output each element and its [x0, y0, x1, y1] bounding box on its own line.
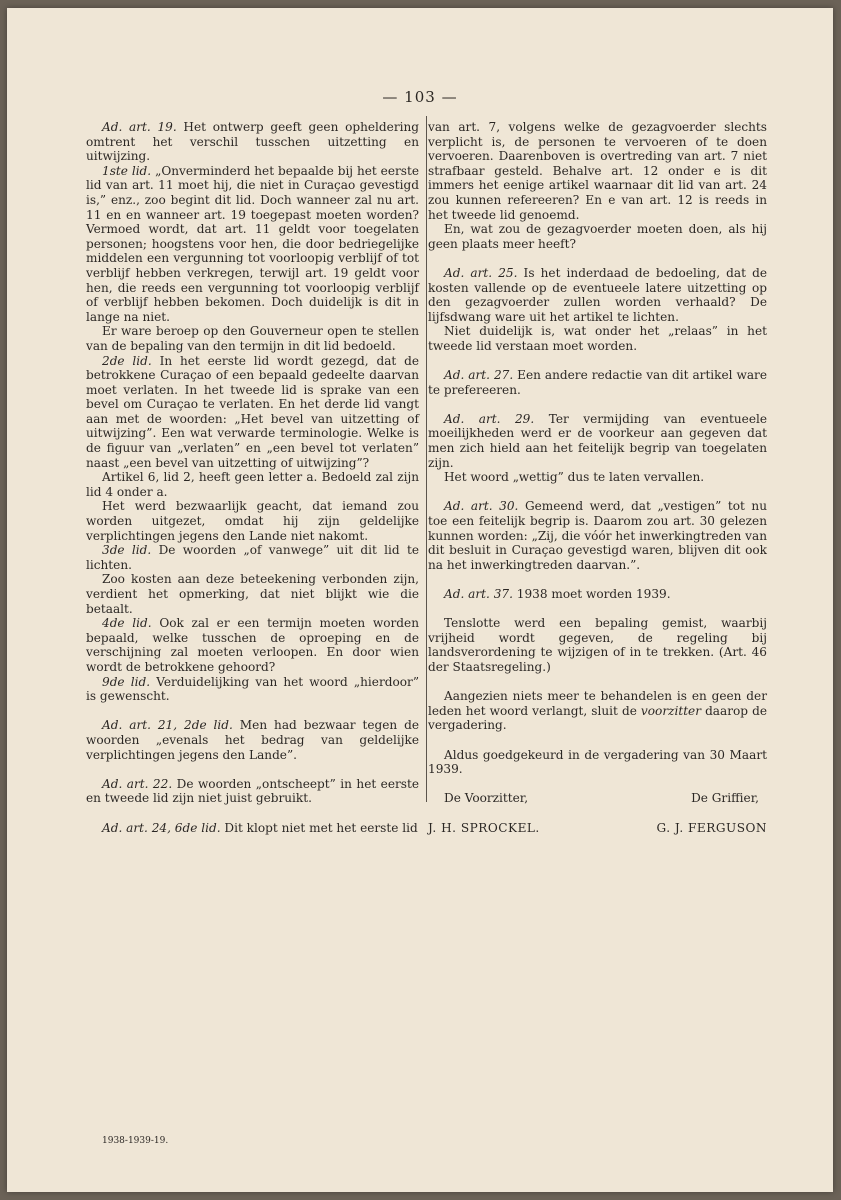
italic-term: voorzitter	[640, 703, 701, 718]
paragraph-text: Tenslotte werd een bepaling gemist, waarbij vrijheid wordt gegeven, de regeling bij landsverordening te wijzigen of in te trekken. (Art. 46 der Staatsregeling.)	[428, 616, 767, 674]
page-number: — 103 —	[382, 88, 458, 106]
paragraph	[86, 164, 419, 325]
article-label: Ad. art. 29.	[444, 411, 535, 426]
paragraph	[86, 543, 419, 572]
paragraph	[86, 120, 419, 164]
paragraph-text: De woorden „of vanwege” uit dit lid te lichten.	[86, 543, 419, 572]
article-label: Ad. art. 27.	[444, 368, 514, 383]
article-label: Ad. art. 21, 2de lid.	[102, 718, 233, 733]
article-label: 2de lid.	[102, 353, 152, 368]
paragraph-text: Het woord „wettig” dus te laten vervallen.	[444, 470, 705, 485]
paragraph	[86, 572, 419, 616]
paragraph-text: Zoo kosten aan deze beteekening verbonden zijn, verdient het opmerking, dat niet blijkt wie die betaalt.	[86, 572, 419, 616]
signature-titles	[428, 791, 767, 806]
article-label: 1ste lid.	[102, 163, 152, 178]
article-label: 3de lid.	[102, 543, 152, 558]
paragraph-text: Het ontwerp geeft geen opheldering omtrent het verschil tusschen uitzetting en uitwijzing.	[86, 120, 419, 164]
paragraph	[428, 222, 767, 251]
paragraph-text: Niet duidelijk is, wat onder het „relaas” in het tweede lid verstaan moet worden.	[428, 324, 767, 353]
paragraph-text: En, wat zou de gezagvoerder moeten doen, als hij geen plaats meer heeft?	[428, 222, 767, 251]
paragraph-text: Aldus goedgekeurd in de vergadering van 30 Maart 1939.	[428, 747, 767, 777]
chairman-name: J. H. SPROCKEL.	[428, 820, 540, 835]
article-label: Ad. art. 22.	[102, 776, 173, 791]
paragraph	[428, 266, 767, 324]
right-column	[428, 120, 767, 835]
paragraph-text: De woorden „ontscheept” in het eerste en tweede lid zijn niet juist gebruikt.	[86, 776, 419, 806]
paragraph-text: Gemeend werd, dat „vestigen” tot nu toe een feitelijk begrip is. Daarom zou art. 30 gelezen kunnen worden: „Zij, die vóór het inwerkingtreden van dit besluit in Curaçao gevestigd waren, blijven dit ook na het inwerkingtreden daarvan.”.	[428, 499, 767, 572]
article-label: Ad. art. 24, 6de lid.	[102, 820, 221, 835]
article-label: Ad. art. 19.	[102, 120, 177, 134]
paragraph-text: „Onverminderd het bepaalde bij het eerste lid van art. 11 moet hij, die niet in Curaçao gevestigd is,” enz., zoo begint dit lid. Doch wanneer zal nu art. 11 en en wanneer art. 19 toegepast moeten worden? Vermoed wordt, dat art. 11 geldt voor toegelaten personen; hoogstens voor hen, die door bedriegelijke middelen een vergunning tot voorloopig verblijf of tot verblijf hebben verkregen, terwijl art. 19 geldt voor hen, die reeds een vergunning tot voorloopig verblijf of verblijf hebben bekomen. Doch duidelijk is dit in lange na niet.	[86, 163, 419, 324]
article-label: Ad. art. 37.	[444, 587, 513, 601]
paragraph	[428, 499, 767, 572]
article-label: Ad. art. 30.	[444, 499, 519, 514]
paragraph	[86, 616, 419, 674]
paragraph	[86, 470, 419, 499]
article-label: Ad. art. 25.	[444, 265, 518, 280]
paragraph-text: Het werd bezwaarlijk geacht, dat iemand zou worden uitgezet, omdat hij zijn geldelijke verplichtingen jegens den Lande niet nakomt.	[86, 499, 419, 543]
paragraph	[428, 616, 767, 674]
document-page	[7, 8, 833, 1192]
paragraph	[86, 777, 419, 806]
footer-code: 1938-1939-19.	[102, 1136, 169, 1146]
paragraph	[428, 368, 767, 397]
paragraph	[428, 324, 767, 353]
column-divider	[426, 116, 427, 802]
paragraph	[86, 675, 419, 704]
paragraph-text: In het eerste lid wordt gezegd, dat de betrokkene Curaçao of een bepaald gedeelte daarvan moet verlaten. In het tweede lid is sprake van een bevel om Curaçao te verlaten. En het derde lid vangt aan met de woorden: „Het bevel van uitzetting of uitwijzing”. Een wat verwarde terminologie. Welke is de figuur van „verlaten” en „een bevel tot verlaten” naast „een bevel van uitzetting of uitwijzing”?	[86, 353, 420, 470]
paragraph	[428, 120, 767, 222]
paragraph	[428, 689, 767, 733]
paragraph-text: Is het inderdaad de bedoeling, dat de kosten vallende op de eventueele latere uitzetting op den gezagvoerder zullen worden verhaald? De lijfsdwang ware uit het artikel te lichten.	[428, 265, 767, 324]
paragraph-text: Dit klopt niet met het eerste lid	[220, 820, 418, 835]
paragraph-text: Een andere redactie van dit artikel ware te prefereeren.	[428, 368, 767, 397]
paragraph-text: Men had bezwaar tegen de woorden „evenals het bedrag van geldelijke verplichtingen jegens den Lande”.	[86, 718, 420, 762]
chairman-title: De Voorzitter,	[444, 791, 529, 806]
paragraph	[428, 412, 767, 470]
paragraph-text: van art. 7, volgens welke de gezagvoerder slechts verplicht is, de personen te vervoeren of te doen vervoeren. Daarenboven is overtreding van art. 7 niet strafbaar gesteld. Behalve art. 12 onder e is dit immers het eenige artikel waarnaar dit lid van art. 24 zou kunnen refereeren? En e van art. 12 is reeds in het tweede lid genoemd.	[428, 120, 767, 222]
paragraph-text: Er ware beroep op den Gouverneur open te stellen van de bepaling van den termijn in dit lid bedoeld.	[86, 324, 419, 353]
paragraph-text-after: daarop de vergadering.	[428, 703, 767, 733]
paragraph	[86, 499, 419, 543]
paragraph	[86, 354, 419, 471]
left-column	[86, 120, 419, 835]
paragraph-text: Aangezien niets meer te behandelen is en geen der leden het woord verlangt, sluit de	[428, 689, 767, 718]
signature-names	[428, 821, 767, 836]
article-label: 4de lid.	[102, 616, 152, 631]
paragraph-text: Artikel 6, lid 2, heeft geen letter a. Bedoeld zal zijn lid 4 onder a.	[86, 470, 419, 499]
article-label: 9de lid.	[102, 674, 151, 689]
paragraph	[86, 324, 419, 353]
paragraph-text: Verduidelijking van het woord „hierdoor” is gewenscht.	[86, 674, 420, 704]
paragraph-text: 1938 moet worden 1939.	[512, 587, 671, 601]
paragraph	[86, 718, 419, 762]
paragraph	[86, 821, 419, 836]
paragraph	[428, 470, 767, 485]
paragraph-text: Ter vermijding van eventueele moeilijkheden werd er de voorkeur aan gegeven dat men zich hield aan het feitelijk begrip van toegelaten zijn.	[428, 411, 767, 470]
clerk-title: De Griffier,	[691, 791, 759, 806]
paragraph	[428, 748, 767, 777]
clerk-name: G. J. FERGUSON	[656, 820, 767, 835]
paragraph-text: Ook zal er een termijn moeten worden bepaald, welke tusschen de oproeping en de verschijning zal moeten verloopen. En door wien wordt de betrokkene gehoord?	[86, 616, 419, 674]
paragraph	[428, 587, 767, 602]
